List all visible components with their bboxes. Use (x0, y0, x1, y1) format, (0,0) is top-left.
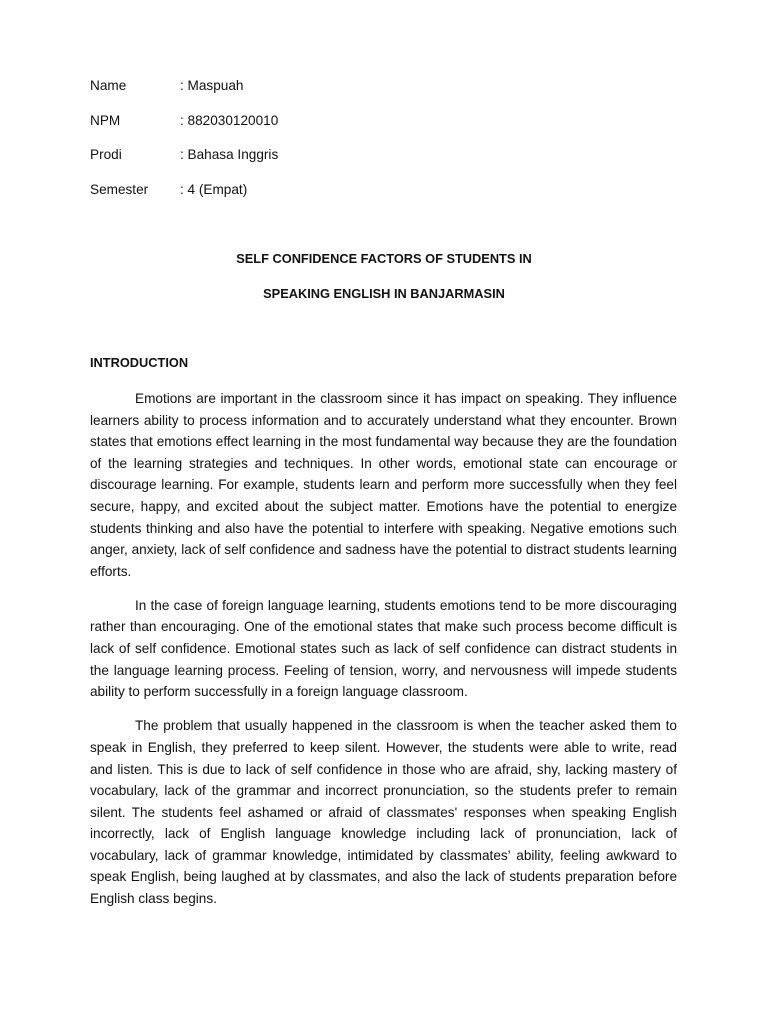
info-row-semester (90, 181, 278, 216)
info-label: Semester (90, 181, 149, 197)
document-title-line-2: SPEAKING ENGLISH IN BANJARMASIN (263, 286, 505, 301)
info-row-prodi (90, 146, 278, 181)
info-row-name (90, 77, 278, 112)
paragraph: Emotions are important in the classroom since it has impact on speaking. They influence learners ability to process information and to accurately understand what they encounter. Brown states that emotions effect learning in the most fundamental way because they are the foundation of the learning strategies and techniques. In other words, emotional state can encourage or discourage learning. For example, students learn and perform more successfully when they feel secure, happy, and excited about the subject matter. Emotions have the potential to energize students thinking and also have the potential to interfere with speaking. Negative emotions such anger, anxiety, lack of self confidence and sadness have the potential to distract students learning efforts. (90, 391, 677, 579)
info-label: Name (90, 78, 127, 93)
info-value: : Maspuah (180, 78, 244, 93)
document-title-line-1: SELF CONFIDENCE FACTORS OF STUDENTS IN (236, 251, 532, 266)
section-body (90, 388, 677, 922)
student-info (90, 77, 278, 215)
info-row-npm (90, 112, 278, 147)
section-heading: INTRODUCTION (90, 355, 189, 370)
paragraph: In the case of foreign language learning, students emotions tend to be more discouraging rather than encouraging. One of the emotional states that make such process become difficult is lack of self confidence. Emotional states such as lack of self confidence can distract students in the language learning process. Feeling of tension, worry, and nervousness will impede students ability to perform successfully in a foreign language classroom. (90, 597, 677, 700)
info-label: Prodi (90, 147, 122, 162)
info-label: NPM (90, 112, 121, 128)
info-value: : 4 (Empat) (180, 181, 248, 197)
info-value: : Bahasa Inggris (180, 147, 279, 162)
paragraph: The problem that usually happened in the classroom is when the teacher asked them to speak in English, they preferred to keep silent. However, the students were able to write, read and listen. This is due to lack of self confidence in those who are afraid, shy, lacking mastery of vocabulary, lack of the grammar and incorrect pronunciation, so the students prefer to remain silent. The students feel ashamed or afraid of classmates' responses when speaking English incorrectly, lack of English language knowledge including lack of pronunciation, lack of vocabulary, lack of grammar knowledge, intimidated by classmates’ ability, feeling awkward to speak English, being laughed at by classmates, and also the lack of students preparation before English class begins. (90, 718, 677, 907)
info-value: : 882030120010 (180, 112, 279, 128)
